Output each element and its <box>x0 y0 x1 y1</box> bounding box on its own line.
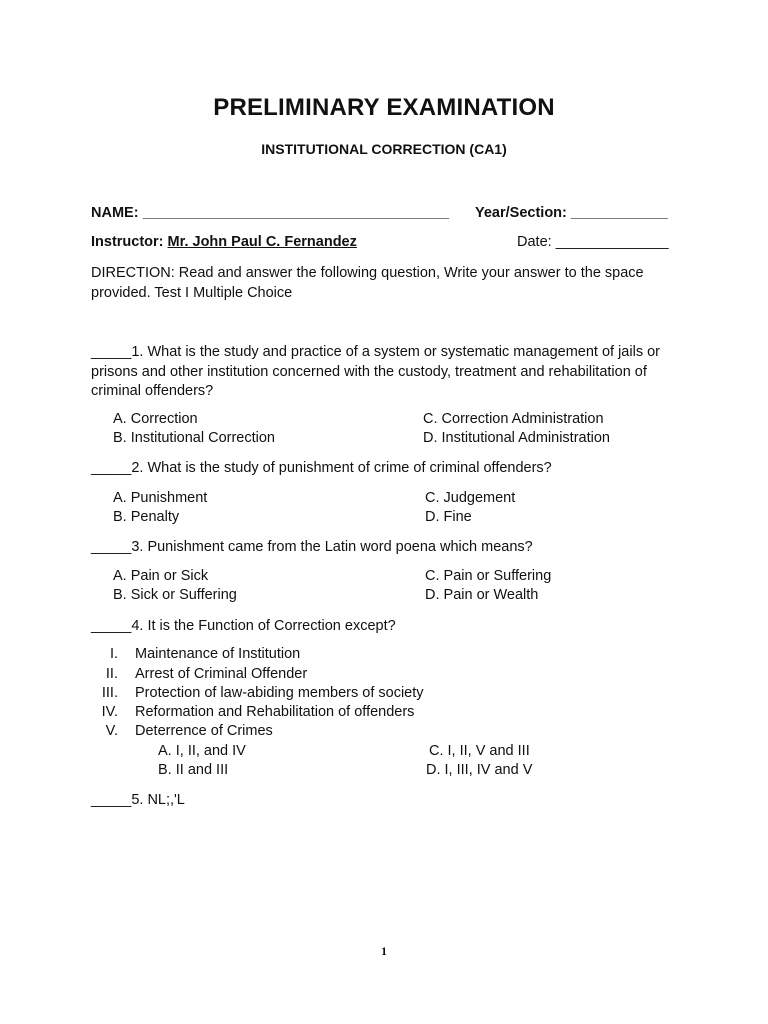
instructor-field <box>91 234 357 250</box>
instructor-label: Instructor: <box>91 234 164 250</box>
question-5-text: _____5. NL;,'L <box>91 792 185 808</box>
year-section-blank: ____________ <box>570 205 668 221</box>
q1-choice-a: A. Correction <box>113 411 198 427</box>
q4-choice-d: D. I, III, IV and V <box>426 762 533 778</box>
year-section-label: Year/Section: <box>475 205 567 221</box>
name-blank: ______________________________________ <box>142 205 450 221</box>
question-2-text: _____2. What is the study of punishment of crime of criminal offenders? <box>91 460 552 476</box>
q1-choice-c: C. Correction Administration <box>423 411 604 427</box>
question-4-text: _____4. It is the Function of Correction except? <box>91 618 396 634</box>
date-label: Date: <box>517 234 552 250</box>
q1-choice-b: B. Institutional Correction <box>113 430 275 446</box>
question-1-text: _____1. What is the study and practice of a system or systematic management of jails or prisons and other institution concerned with the custody, treatment and rehabilitation of criminal offenders? <box>91 344 660 399</box>
q2-choice-d: D. Fine <box>425 509 472 525</box>
q3-choice-b: B. Sick or Suffering <box>113 587 237 603</box>
exam-subtitle: INSTITUTIONAL CORRECTION (CA1) <box>261 141 507 157</box>
page-number: 1 <box>381 944 387 958</box>
q4-item-text: Protection of law-abiding members of society <box>135 685 424 701</box>
q3-choice-d: D. Pain or Wealth <box>425 587 539 603</box>
year-section-field <box>475 205 668 221</box>
direction-text: DIRECTION: Read and answer the following question, Write your answer to the space provided. Test I Multiple Choice <box>91 265 644 301</box>
q3-choice-a: A. Pain or Sick <box>113 568 209 584</box>
q4-item-text: Deterrence of Crimes <box>135 723 273 739</box>
q4-item-text: Reformation and Rehabilitation of offenders <box>135 704 415 720</box>
q4-item-num: IV. <box>101 704 118 720</box>
name-field <box>91 205 449 221</box>
q4-choice-c: C. I, II, V and III <box>429 743 530 759</box>
q2-choice-c: C. Judgement <box>425 490 516 506</box>
q4-item-num: V. <box>105 723 118 739</box>
instructor-name: Mr. John Paul C. Fernandez <box>167 234 357 250</box>
q4-item-text: Arrest of Criminal Offender <box>135 666 308 682</box>
date-field <box>517 234 669 250</box>
date-blank: ______________ <box>555 234 669 250</box>
q2-choice-a: A. Punishment <box>113 490 208 506</box>
question-3-text: _____3. Punishment came from the Latin word poena which means? <box>91 539 533 555</box>
name-label: NAME: <box>91 205 139 221</box>
q4-choice-a: A. I, II, and IV <box>158 743 246 759</box>
q4-item-num: II. <box>105 666 118 682</box>
q4-item-num: I. <box>109 646 118 662</box>
q4-choice-b: B. II and III <box>158 762 229 778</box>
q3-choice-c: C. Pain or Suffering <box>425 568 552 584</box>
q1-choice-d: D. Institutional Administration <box>423 430 610 446</box>
q4-item-num: III. <box>101 685 118 701</box>
exam-title: PRELIMINARY EXAMINATION <box>213 94 555 121</box>
q2-choice-b: B. Penalty <box>113 509 180 525</box>
q4-item-text: Maintenance of Institution <box>135 646 301 662</box>
